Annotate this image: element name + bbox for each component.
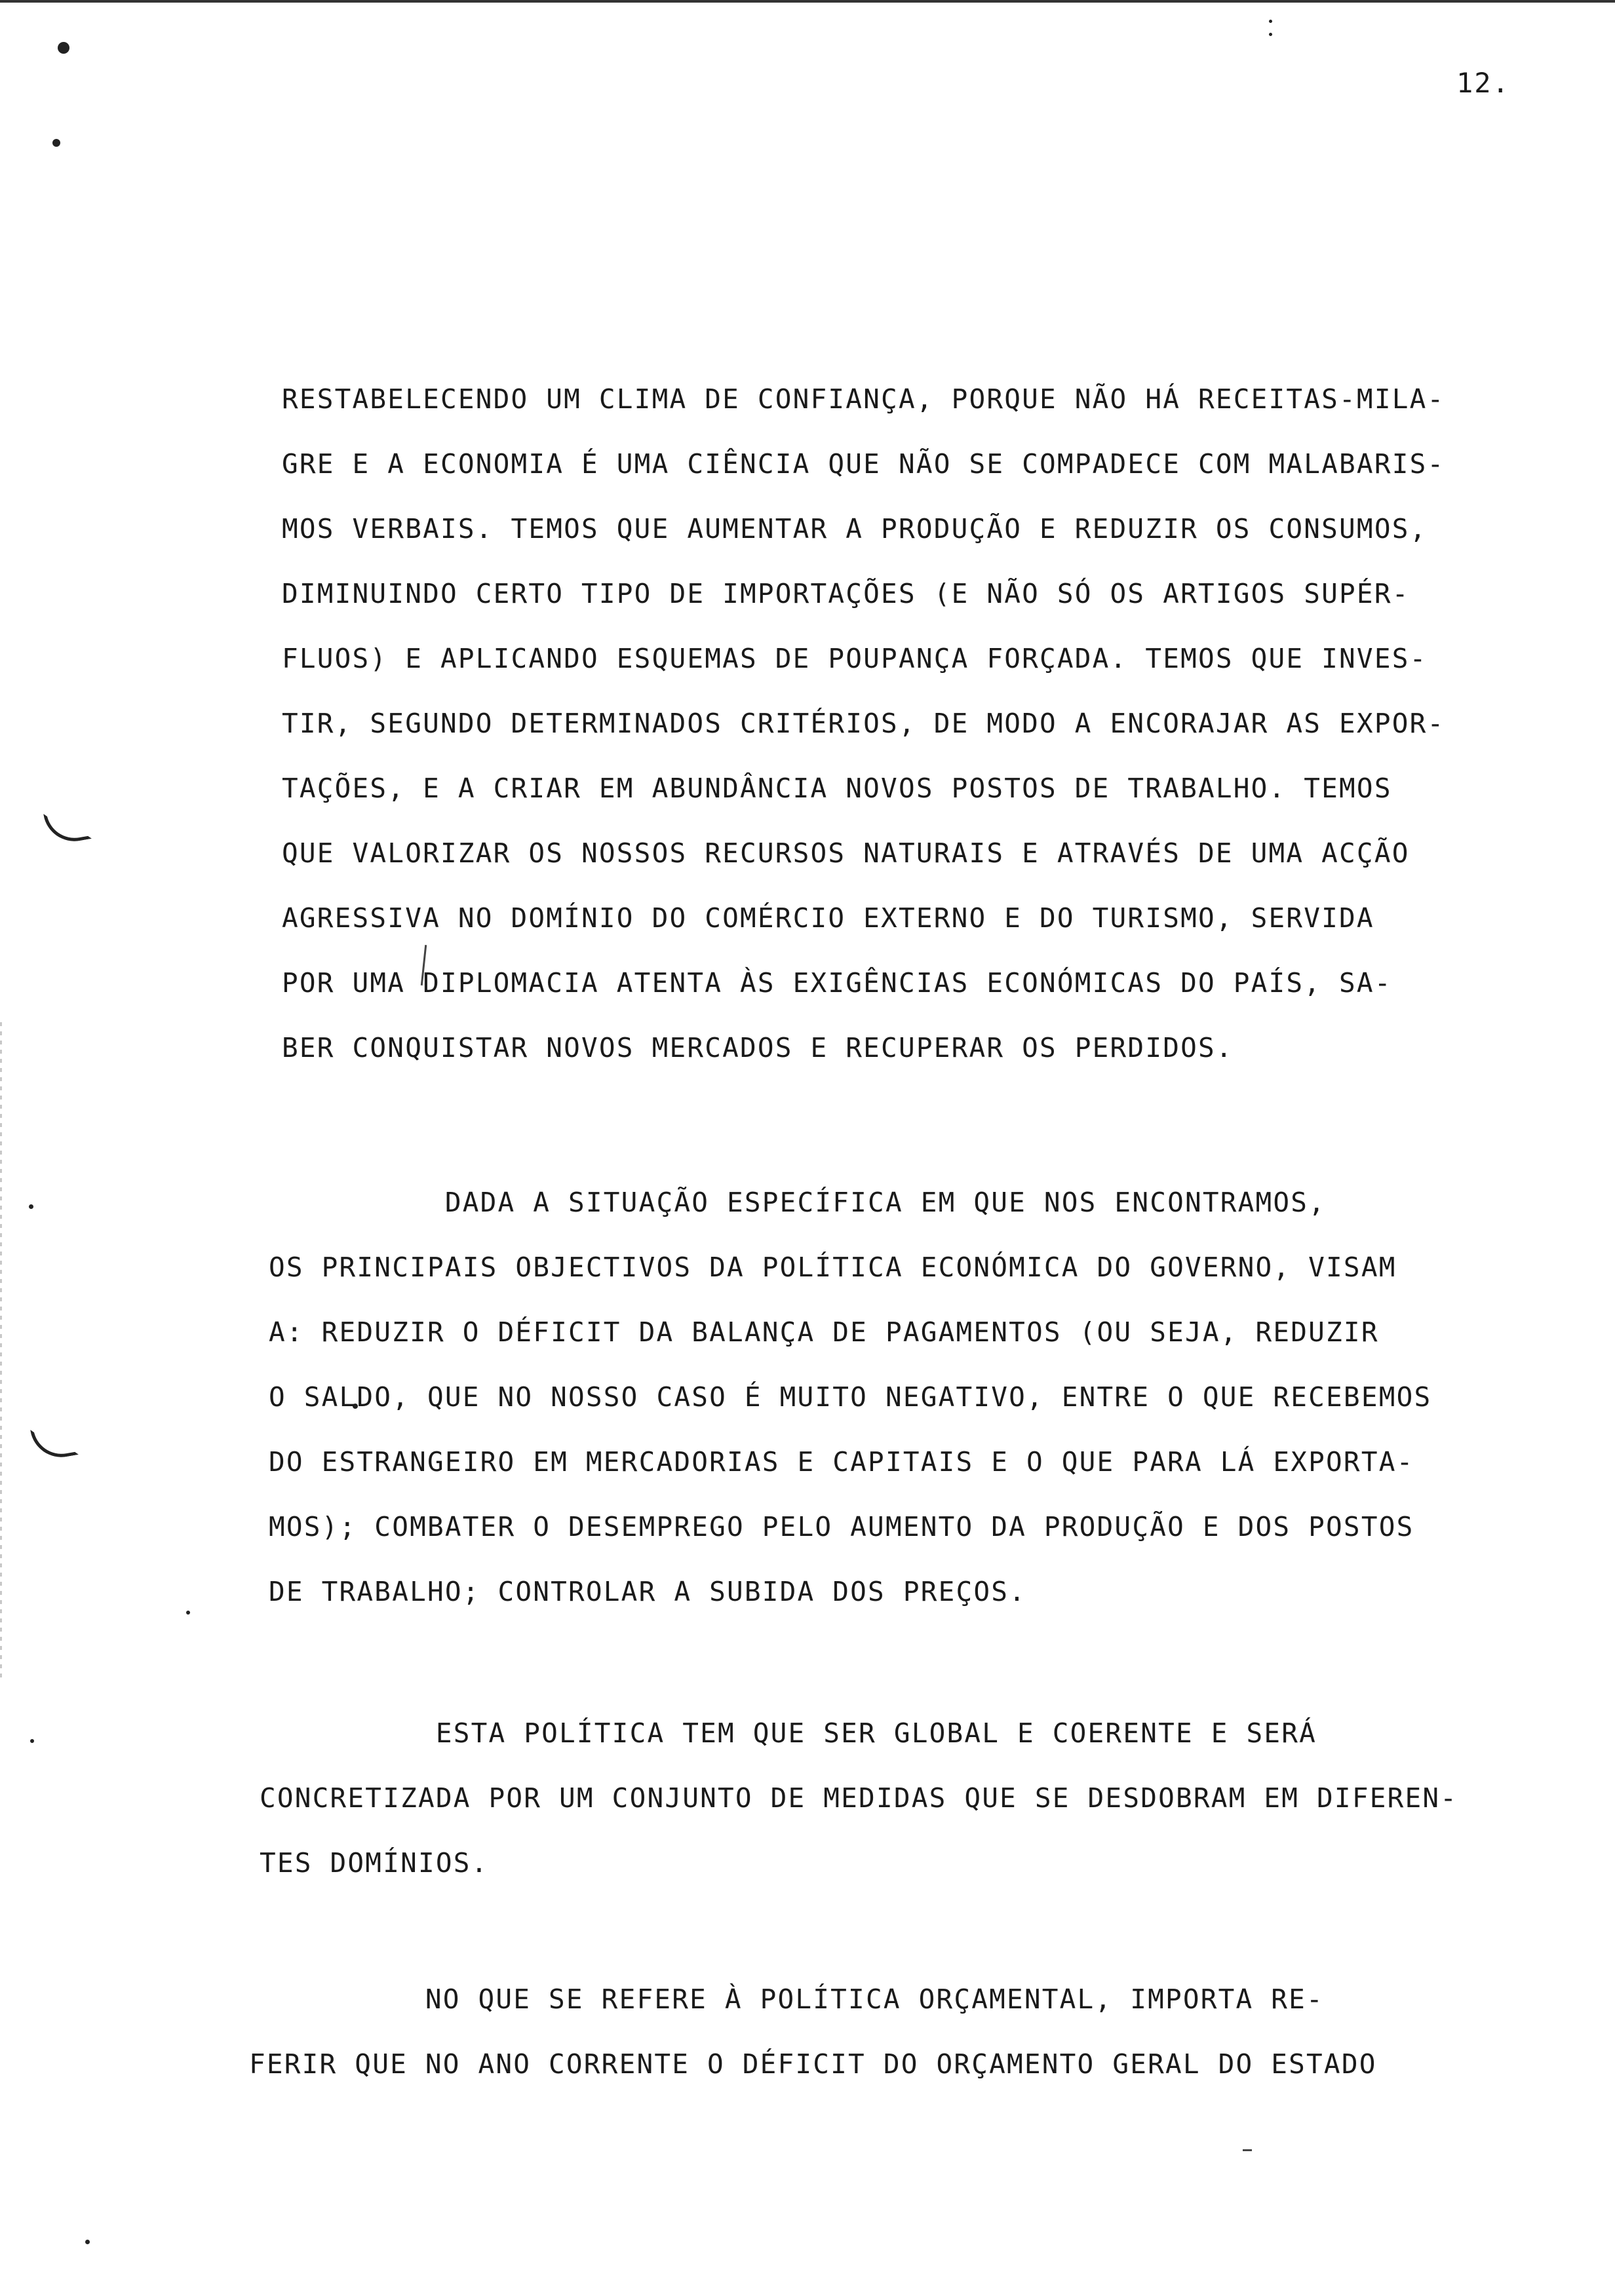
text-line: OS PRINCIPAIS OBJECTIVOS DA POLÍTICA ECONÓMICA DO GOVERNO, VISAM: [269, 1252, 1397, 1283]
scan-edge-marks: [0, 1022, 2, 1677]
text-line: DIMINUINDO CERTO TIPO DE IMPORTAÇÕES (E NÃO SÓ OS ARTIGOS SUPÉR-: [282, 578, 1410, 609]
text-line: FERIR QUE NO ANO CORRENTE O DÉFICIT DO ORÇAMENTO GERAL DO ESTADO: [249, 2048, 1377, 2080]
text-line: GRE E A ECONOMIA É UMA CIÊNCIA QUE NÃO SE COMPADECE COM MALABARIS-: [282, 448, 1445, 480]
scan-dot-mark: [1269, 33, 1272, 36]
scan-dot-mark: [1269, 20, 1272, 23]
text-line: RESTABELECENDO UM CLIMA DE CONFIANÇA, PORQUE NÃO HÁ RECEITAS-MILA-: [282, 383, 1445, 415]
text-line: QUE VALORIZAR OS NOSSOS RECURSOS NATURAIS E ATRAVÉS DE UMA ACÇÃO: [282, 837, 1410, 869]
scan-dot-mark: [30, 1739, 34, 1743]
punch-hole-mark: [43, 807, 92, 847]
text-line: CONCRETIZADA POR UM CONJUNTO DE MEDIDAS QUE SE DESDOBRAM EM DIFEREN-: [260, 1782, 1458, 1814]
text-line: FLUOS) E APLICANDO ESQUEMAS DE POUPANÇA FORÇADA. TEMOS QUE INVES-: [282, 643, 1428, 674]
text-line: O SALDO, QUE NO NOSSO CASO É MUITO NEGATIVO, ENTRE O QUE RECEBEMOS: [269, 1381, 1432, 1413]
text-line: TES DOMÍNIOS.: [260, 1847, 489, 1879]
text-line: BER CONQUISTAR NOVOS MERCADOS E RECUPERAR OS PERDIDOS.: [282, 1032, 1234, 1063]
text-line: DE TRABALHO; CONTROLAR A SUBIDA DOS PREÇOS.: [269, 1576, 1027, 1607]
text-line: ESTA POLÍTICA TEM QUE SER GLOBAL E COERENTE E SERÁ: [260, 1717, 1317, 1749]
paragraph: [282, 367, 1612, 1081]
text-line: A: REDUZIR O DÉFICIT DA BALANÇA DE PAGAMENTOS (OU SEJA, REDUZIR: [269, 1316, 1379, 1348]
punch-hole-mark: [30, 1423, 79, 1463]
text-line: TAÇÕES, E A CRIAR EM ABUNDÂNCIA NOVOS POSTOS DE TRABALHO. TEMOS: [282, 773, 1392, 804]
paragraph: [249, 1967, 1580, 2097]
paragraph: [260, 1701, 1590, 1896]
text-line: POR UMA DIPLOMACIA ATENTA ÀS EXIGÊNCIAS ECONÓMICAS DO PAÍS, SA-: [282, 967, 1392, 999]
text-line: TIR, SEGUNDO DETERMINADOS CRITÉRIOS, DE MODO A ENCORAJAR AS EXPOR-: [282, 708, 1445, 739]
scan-dot-mark: [58, 42, 69, 54]
text-line: MOS); COMBATER O DESEMPREGO PELO AUMENTO DA PRODUÇÃO E DOS POSTOS: [269, 1511, 1414, 1542]
scan-dot-mark: [29, 1204, 33, 1209]
text-line: DO ESTRANGEIRO EM MERCADORIAS E CAPITAIS E O QUE PARA LÁ EXPORTA-: [269, 1446, 1414, 1478]
text-line: MOS VERBAIS. TEMOS QUE AUMENTAR A PRODUÇÃO E REDUZIR OS CONSUMOS,: [282, 513, 1428, 545]
text-line: NO QUE SE REFERE À POLÍTICA ORÇAMENTAL, IMPORTA RE-: [249, 1983, 1324, 2015]
pen-stroke-mark: [1243, 2149, 1252, 2151]
page-number: 12.: [1456, 67, 1510, 99]
scan-dot-mark: [85, 2240, 90, 2244]
text-line: AGRESSIVA NO DOMÍNIO DO COMÉRCIO EXTERNO E DO TURISMO, SERVIDA: [282, 902, 1374, 934]
scan-dot-mark: [186, 1611, 190, 1615]
top-border-line: [0, 0, 1615, 3]
paragraph: [269, 1170, 1599, 1624]
text-line: DADA A SITUAÇÃO ESPECÍFICA EM QUE NOS ENCONTRAMOS,: [269, 1187, 1327, 1218]
scan-dot-mark: [52, 139, 60, 147]
